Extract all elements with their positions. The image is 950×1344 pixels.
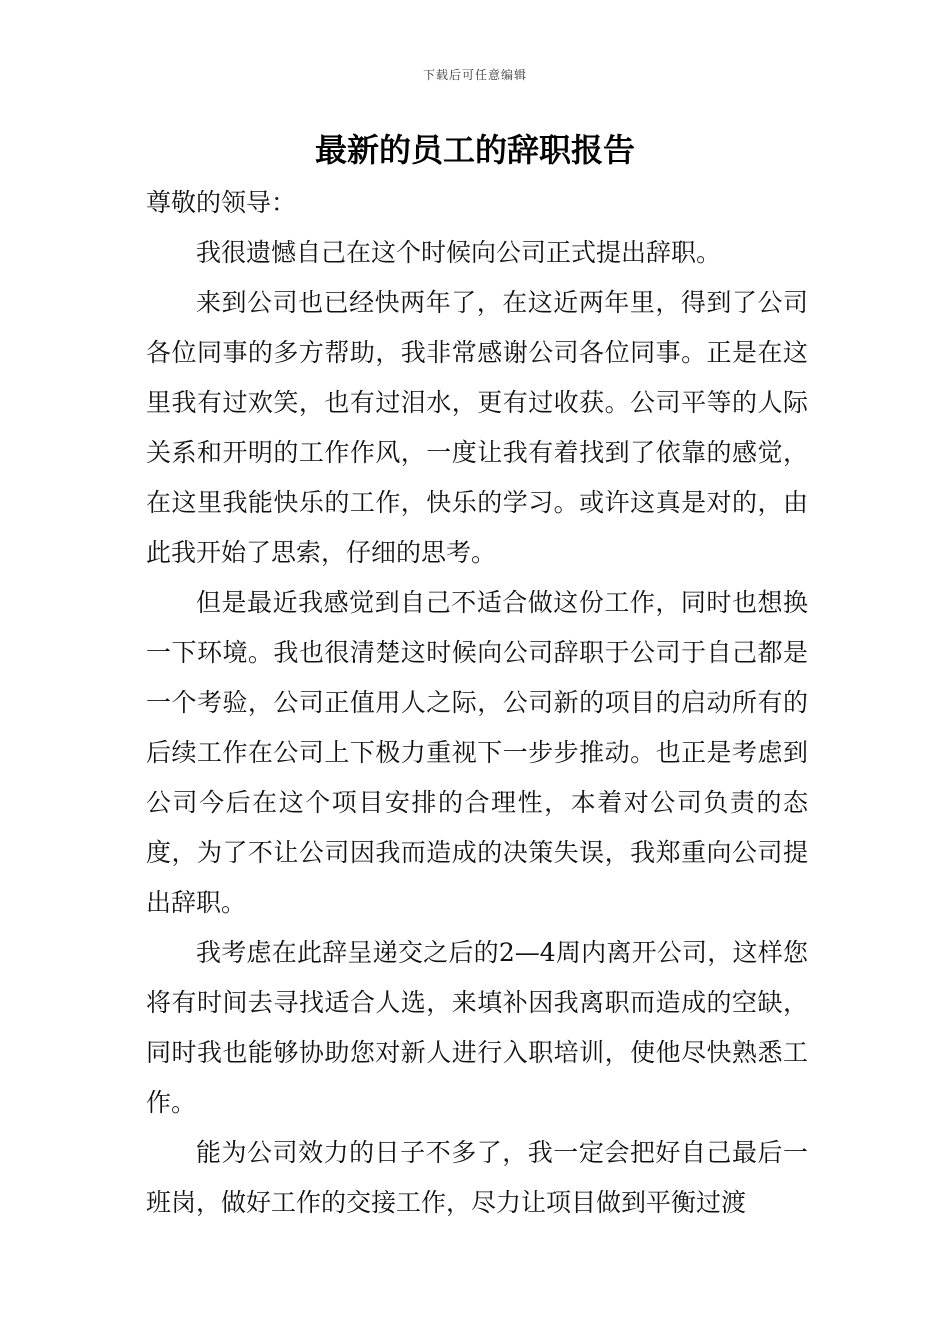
paragraph-2: 来到公司也已经快两年了，在这近两年里，得到了公司各位同事的多方帮助，我非常感谢公司各位同事。正是在这里我有过欢笑，也有过泪水，更有过收获。公司平等的人际关系和开明的工作作风，一度让我有着找到了依靠的感觉，在这里我能快乐的工作，快乐的学习。或许这真是对的，由此我开始了思索，仔细的思考。	[146, 288, 808, 567]
salutation: 尊敬的领导：	[146, 188, 297, 217]
document-body	[146, 178, 808, 1228]
paragraph-3: 但是最近我感觉到自己不适合做这份工作，同时也想换一下环境。我也很清楚这时候向公司辞职于公司于自己都是一个考验，公司正值用人之际，公司新的项目的启动所有的后续工作在公司上下极力重视下一步步推动。也正是考虑到公司今后在这个项目安排的合理性，本着对公司负责的态度，为了不让公司因我而造成的决策失误，我郑重向公司提出辞职。	[146, 588, 808, 917]
document-title: 最新的员工的辞职报告	[314, 131, 635, 169]
paragraph-4: 我考虑在此辞呈递交之后的2—4周内离开公司，这样您将有时间去寻找适合人选，来填补因我离职而造成的空缺，同时我也能够协助您对新人进行入职培训，使他尽快熟悉工作。	[146, 938, 808, 1117]
paragraph-5: 能为公司效力的日子不多了，我一定会把好自己最后一班岗，做好工作的交接工作，尽力让项目做到平衡过渡	[146, 1138, 808, 1217]
paragraph-1: 我很遗憾自己在这个时候向公司正式提出辞职。	[196, 238, 722, 267]
header-note: 下载后可任意编辑	[422, 68, 527, 82]
